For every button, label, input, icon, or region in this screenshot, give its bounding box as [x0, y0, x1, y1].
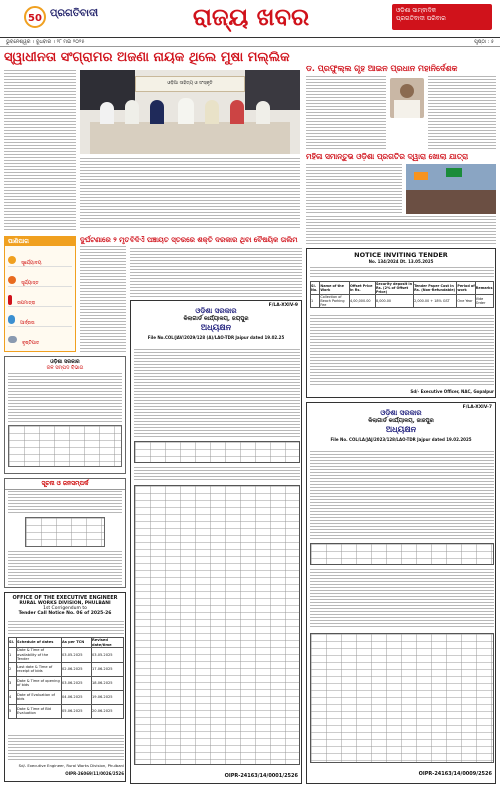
- portrait-body: [394, 100, 420, 118]
- notice-tender-intro: [310, 267, 494, 279]
- right-story-1-headline: ଡ. ପ୍ରଫୁଲ୍ଲ ଗୃହ ଆଇନ ପ୍ରଧାନ ମହାନିର୍ଦେଶକ: [306, 64, 458, 73]
- dignitary-6: [230, 100, 244, 124]
- stage-banner: ଓଡ଼ିଆ ସାହିତ୍ୟ ଓ ସଂସ୍କୃତି: [135, 76, 245, 92]
- table-header: Security deposit in Rs. (2% of Offset Price): [375, 282, 413, 294]
- table-row: [9, 662, 124, 676]
- tender-right-office: କିଲାଗାର୍ଡ କାର୍ଯ୍ୟାଳୟ, ଜାଜପୁର: [368, 418, 434, 424]
- tender-left-footer-code: OIPR-24163/14/0001/2526: [224, 773, 298, 779]
- office-schedule-table: [8, 637, 124, 719]
- dignitary-3: [150, 100, 164, 124]
- tender-left-body: [134, 349, 300, 439]
- table-cell: 4,00,000.00: [350, 295, 376, 308]
- dignitary-4: [178, 98, 194, 124]
- table-header: Tender Paper Cost in Rs. (Non-Refundable): [414, 282, 457, 295]
- tender-right-code: F/LA-XXIV-7: [462, 405, 492, 410]
- march-crowd: [406, 190, 496, 214]
- paper-name: ପ୍ରଗତିବାଦୀ: [50, 8, 99, 19]
- tender-right-body: [310, 451, 494, 541]
- table-header: Revised date/time: [92, 638, 124, 648]
- weather-label-1: ସୂର୍ଯ୍ୟୋଦୟ: [21, 261, 42, 266]
- dignitary-2: [125, 100, 139, 124]
- promo-box: [392, 4, 492, 30]
- table-row: [311, 295, 494, 308]
- office-title-1: OFFICE OF THE EXECUTIVE ENGINEER: [12, 595, 118, 601]
- left-notice-2-body-2: [8, 551, 122, 585]
- office-code: OIPR-26069/11/0026/2526: [65, 771, 124, 776]
- right-story-2-photo: [406, 164, 496, 214]
- tender-right-table-2: [310, 633, 494, 763]
- table-cell: 20.06.2025: [92, 704, 124, 718]
- right-story-2-text: [306, 164, 402, 214]
- portrait-face: [400, 84, 414, 98]
- weather-label-5: ବୃଷ୍ଟିପାତ: [22, 341, 40, 346]
- table-cell: Date & Time of availability of the Tender: [17, 648, 62, 663]
- notice-tender-terms: [310, 315, 494, 387]
- table-cell: 02.06.2025: [62, 662, 92, 676]
- right-story-2-headline: ମହିଳା ସମାନ୍ତୁଭ ଓଡ଼ିଶା ପ୍ରଗତିର ଦ୍ୱାରା ଖୋଲା ଯାତ୍ରା: [306, 152, 469, 161]
- left-notice-1-govt: ଓଡ଼ିଶା ସରକାର: [50, 359, 80, 365]
- right-story-1-text-2: [428, 76, 496, 150]
- tender-right-file-no: File No. COL/LA/JAJ/2023/128/LAO-TDR Jajpur dated 19.02.2025: [330, 437, 472, 442]
- tender-right-title: ଅଧ୍ୟକ୍ଷନ: [385, 425, 417, 434]
- date-line: ଭୁବନେଶ୍ୱର । ବୁଧବାର । ୨୮ ମଇ ୨୦୨୫: [6, 39, 85, 45]
- left-notice-2-head: ସୂଚନା ଓ ଜନସମ୍ପର୍କ: [5, 480, 125, 490]
- office-corrigendum: 1st Corrigendum to: [43, 606, 87, 611]
- office-notice: [4, 592, 126, 782]
- banner-dark-right: [245, 70, 300, 110]
- tender-left-office: କିଲାଗାର୍ଡ କାର୍ଯ୍ୟାଳୟ, ଜୟପୁର: [183, 316, 249, 322]
- table-row: [311, 282, 494, 295]
- tender-right-body-2: [310, 569, 494, 629]
- dignitary-5: [205, 100, 219, 124]
- table-header: Remarks: [475, 282, 493, 295]
- stage-table: [90, 122, 290, 154]
- table-row: [9, 704, 124, 718]
- weather-label-4: ଆର୍ଦ୍ରତା: [20, 321, 35, 326]
- anniversary-logo: [22, 6, 48, 28]
- table-cell: Date & Time of Bid Evaluation: [17, 704, 62, 718]
- table-cell: 8,000.00: [375, 295, 413, 308]
- tender-right: [306, 402, 496, 784]
- weather-row-4: [8, 309, 72, 327]
- tender-left-govt: ଓଡ଼ିଶା ସରକାର: [195, 307, 237, 315]
- page-title: ରାଜ୍ୟ ଖବର: [192, 3, 310, 31]
- tender-right-table-1: [310, 543, 494, 565]
- table-cell: 1: [311, 295, 320, 308]
- lead-photo: [80, 70, 300, 154]
- right-story-2-text-2: [306, 216, 496, 244]
- promo-line-1: ଓଡ଼ିଶା ସାମ୍ବାଦିକ: [396, 7, 437, 14]
- table-header: Sl. No.: [311, 282, 320, 295]
- tender-right-govt: ଓଡ଼ିଶା ସରକାର: [380, 409, 422, 417]
- table-cell: 2: [9, 662, 17, 676]
- notice-tender-table: [310, 281, 494, 308]
- dignitary-1: [100, 102, 114, 124]
- tender-right-footer-code: OIPR-24163/14/0009/2526: [418, 771, 492, 777]
- office-body-2: [8, 735, 124, 761]
- tender-left-code: F/LA-XXIV-9: [268, 303, 298, 308]
- left-notice-1-table: [8, 425, 122, 467]
- weather-header: ପାଣିପାଗ: [5, 237, 75, 246]
- left-notice-1: [4, 356, 126, 474]
- table-cell: 05.06.2025: [62, 704, 92, 718]
- table-row: [9, 690, 124, 704]
- table-cell: 03.05.2025: [92, 648, 124, 663]
- table-cell: Date & Time of opening of bids: [17, 676, 62, 690]
- humidity-icon: [8, 315, 15, 324]
- mid-story-2-text: [130, 248, 302, 298]
- table-header: Schedule of dates: [17, 638, 62, 648]
- table-header: Offset Price in Rs.: [350, 282, 376, 295]
- table-cell: 19.06.2025: [92, 690, 124, 704]
- sun-icon: [8, 256, 16, 264]
- table-cell: Last date & Time of receipt of bids: [17, 662, 62, 676]
- tender-left-title: ଅଧ୍ୟକ୍ଷନ: [200, 323, 232, 332]
- left-notice-2: [4, 478, 126, 588]
- weather-row-2: [8, 269, 72, 287]
- page-number: ପୃଷ୍ଠା : ୫: [474, 39, 494, 45]
- table-cell: 3: [9, 676, 17, 690]
- lead-text-col-1: [4, 70, 76, 230]
- rain-icon: [8, 336, 17, 343]
- notice-tender-footer: Sd/- Executive Officer, NAC, Gopalpur: [410, 389, 494, 394]
- office-notice-no: Tender Call Notice No. 06 of 2025-26: [18, 611, 112, 616]
- thermometer-icon: [8, 295, 12, 305]
- left-notice-1-office: ଜଳ ସମ୍ପଦ ବିଭାଗ: [46, 365, 84, 371]
- notice-tender-title: NOTICE INVITING TENDER: [354, 251, 448, 259]
- tender-left: [130, 300, 302, 784]
- office-title-2: RURAL WORKS DIVISION, PHULBANI: [19, 601, 111, 606]
- table-cell: 2,000.00 + 18% GST: [414, 295, 457, 308]
- table-row: [9, 676, 124, 690]
- mid-story-1-headline: ଦୁର୍ଘଟଣାରେ ୨ ମୃତ: [80, 236, 130, 244]
- tender-left-table-1: [134, 441, 300, 463]
- right-story-1-photo: [390, 78, 424, 118]
- right-story-1-text: [306, 76, 386, 150]
- date-bar: [0, 38, 500, 47]
- table-cell: Collection of Beach Parking Fee: [320, 295, 350, 308]
- table-header: Name of the Work: [320, 282, 350, 295]
- table-cell: 04.06.2025: [62, 690, 92, 704]
- sunset-icon: [8, 276, 16, 284]
- table-cell: 5: [9, 704, 17, 718]
- table-row: [9, 648, 124, 663]
- notice-tender-ref: No. 134/2024 Dt. 13.05.2025: [368, 259, 434, 264]
- lead-headline: ସ୍ୱାଧୀନତା ସଂଗ୍ରାମର ଅଜଣା ନାୟକ ଥିଲେ ମୁଷା ମଲ୍ଲିକ: [4, 50, 290, 65]
- masthead: [0, 0, 500, 38]
- march-flag-1: [414, 172, 428, 180]
- promo-line-2: ପ୍ରଗତିବାଦୀ ପରିବାର: [396, 15, 446, 22]
- weather-row-1: [8, 249, 72, 267]
- tender-left-file-no: File No.COL/JAV/2029/128 (A)/LAO-TDR Jaipur dated 19.02.25: [147, 335, 285, 340]
- table-cell: 03.05.2025: [62, 648, 92, 663]
- mid-story-2-headline: ବିଦିଏଁ ପଞ୍ଚାୟତ ସ୍ତରରେ ଶକ୍ତି ଦରକାର ଥିବା ବୈଷୟିକ ତାଲିମ: [130, 236, 298, 244]
- weather-row-3: [8, 289, 72, 307]
- table-cell: 03.06.2025: [62, 676, 92, 690]
- table-header: Period of work: [457, 282, 475, 295]
- march-flag-2: [446, 168, 462, 177]
- table-row: [9, 638, 124, 648]
- office-body: [8, 621, 124, 635]
- table-cell: 1: [9, 648, 17, 663]
- weather-label-3: ତାପମାତ୍ରା: [17, 301, 36, 306]
- table-cell: 17.06.2025: [92, 662, 124, 676]
- table-header: Sl.: [9, 638, 17, 648]
- dignitary-7: [256, 101, 270, 124]
- anniv-number: 50: [28, 13, 42, 24]
- table-header: As per TCN: [62, 638, 92, 648]
- tender-left-table-2: [134, 485, 300, 765]
- mid-story-1-text: [80, 246, 126, 352]
- table-cell: 18.06.2025: [92, 676, 124, 690]
- office-footer: Sd/- Executive Engineer, Rural Works Division, Phulbani: [18, 763, 124, 768]
- weather-box: [4, 236, 76, 352]
- left-notice-2-body-1: [8, 491, 122, 515]
- table-cell: One Year: [457, 295, 475, 308]
- left-notice-2-table: [25, 517, 105, 547]
- weather-label-2: ସୂର୍ଯ୍ୟାସ୍ତ: [21, 281, 39, 286]
- lead-text-below-photo: [80, 158, 300, 230]
- notice-tender: [306, 248, 496, 398]
- table-cell: Date of Evaluation of bids: [17, 690, 62, 704]
- table-cell: Vide Order: [475, 295, 493, 308]
- table-cell: 4: [9, 690, 17, 704]
- tender-left-body-2: [134, 467, 300, 481]
- weather-row-5: [8, 329, 72, 347]
- left-notice-1-body: [8, 373, 122, 423]
